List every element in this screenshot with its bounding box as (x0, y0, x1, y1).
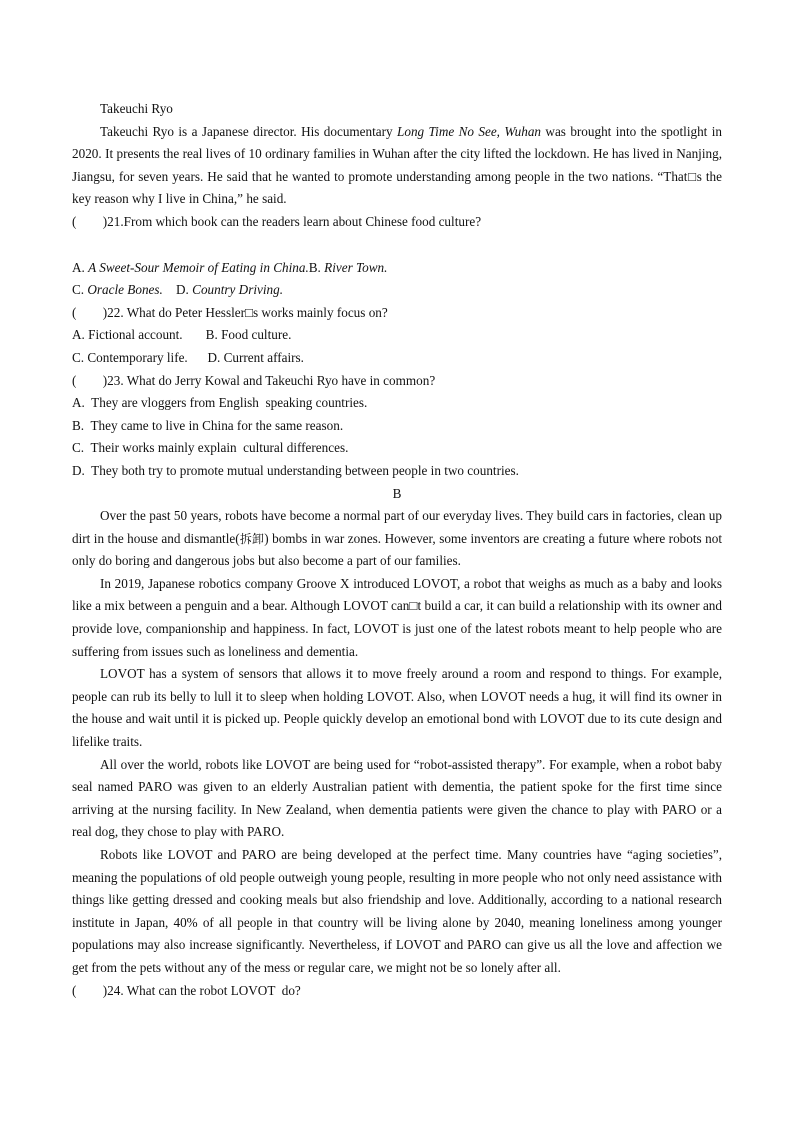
q21-options-cd: C. Oracle Bones. D. Country Driving. (72, 282, 284, 298)
q21-option-d: Country Driving. (192, 282, 284, 298)
q23-option-c: C. Their works mainly explain cultural differences. (72, 440, 349, 456)
documentary-title-city: Wuhan (504, 123, 542, 139)
q22-options-cd: C. Contemporary life. D. Current affairs. (72, 349, 304, 365)
person-heading: Takeuchi Ryo (100, 101, 173, 116)
passage-b-label: B (392, 485, 402, 501)
documentary-title: Long Time No See, (397, 123, 505, 139)
q21-options-ab: A. A Sweet-Sour Memoir of Eating in China.B. River Town. (72, 259, 388, 275)
q21-option-c: Oracle Bones. (87, 282, 163, 298)
document-page (72, 98, 722, 1002)
question-23: ( )23. What do Jerry Kowal and Takeuchi Ryo have in common? (72, 372, 436, 388)
q23-option-b: B. They came to live in China for the same reason. (72, 417, 344, 433)
question-22: ( )22. What do Peter Hessler□s works mainly focus on? (72, 304, 388, 320)
chinese-gloss: 拆卸 (239, 531, 265, 546)
person-paragraph: Takeuchi Ryo is a Japanese director. His documentary Long Time No See, Wuhan was brought into the spotlight in 2020. It presents the real lives of 10 ordinary families in Wuhan after the city lifted the lockdown. He has lived in Nanjing, Jiangsu, for seven years. He said that he wanted to promote understanding among people in the two nations. “That□s the key reason why I live in China,” he said. (72, 123, 722, 207)
passage-b-paragraph-4: All over the world, robots like LOVOT are being used for “robot-assisted therapy”. For example, when a robot baby seal named PARO was given to an elderly Australian patient with dementia, the patient spoke for the first time since arriving at the nursing facility. In New Zealand, when dementia patients were given the chance to play with PARO or a real dog, they chose to play with PARO. (72, 756, 722, 840)
passage-b-paragraph-3: LOVOT has a system of sensors that allows it to move freely around a room and respond to things. For example, people can rub its belly to lull it to sleep when holding LOVOT. Also, when LOVOT needs a hug, it will find its owner in the house and wait until it is picked up. People quickly develop an emotional bond with LOVOT due to its cute design and lifelike traits. (72, 666, 722, 750)
passage-b-paragraph-2: In 2019, Japanese robotics company Groove X introduced LOVOT, a robot that weighs as much as a baby and looks like a mix between a penguin and a bear. Although LOVOT can□t build a car, it can build a relationship with its owner and provide love, companionship and happiness. In fact, LOVOT is just one of the latest robots meant to help people who are suffering from issues such as loneliness and dementia. (72, 575, 722, 659)
q23-option-a: A. They are vloggers from English speaking countries. (72, 395, 368, 411)
q21-option-a: A Sweet-Sour Memoir of Eating in China. (88, 259, 309, 275)
passage-b-paragraph-5: Robots like LOVOT and PARO are being developed at the perfect time. Many countries have “aging societies”, meaning the populations of old people outweigh young people, resulting in more people who not only need assistance with things like getting dressed and cooking meals but also friendship and love. Additionally, according to a national research institute in Japan, 40% of all people in that country will be living alone by 2040, meaning loneliness among younger populations may also increase significantly. Nevertheless, if LOVOT and PARO can give us all the love and affection we get from the pets without any of the mess or regular care, we might not be so lonely after all. (72, 847, 722, 975)
q22-options-ab: A. Fictional account. B. Food culture. (72, 327, 292, 343)
passage-b-paragraph-1: Over the past 50 years, robots have become a normal part of our everyday lives. They build cars in factories, clean up dirt in the house and dismantle(拆卸) bombs in war zones. However, some inventors are creating a future where robots not only do boring and dangerous jobs but also become a part of our families. (72, 508, 722, 569)
q21-option-b: River Town. (324, 259, 388, 275)
question-24: ( )24. What can the robot LOVOT do? (72, 982, 301, 998)
question-21: ( )21.From which book can the readers learn about Chinese food culture? (72, 213, 482, 229)
q23-option-d: D. They both try to promote mutual understanding between people in two countries. (72, 462, 519, 478)
